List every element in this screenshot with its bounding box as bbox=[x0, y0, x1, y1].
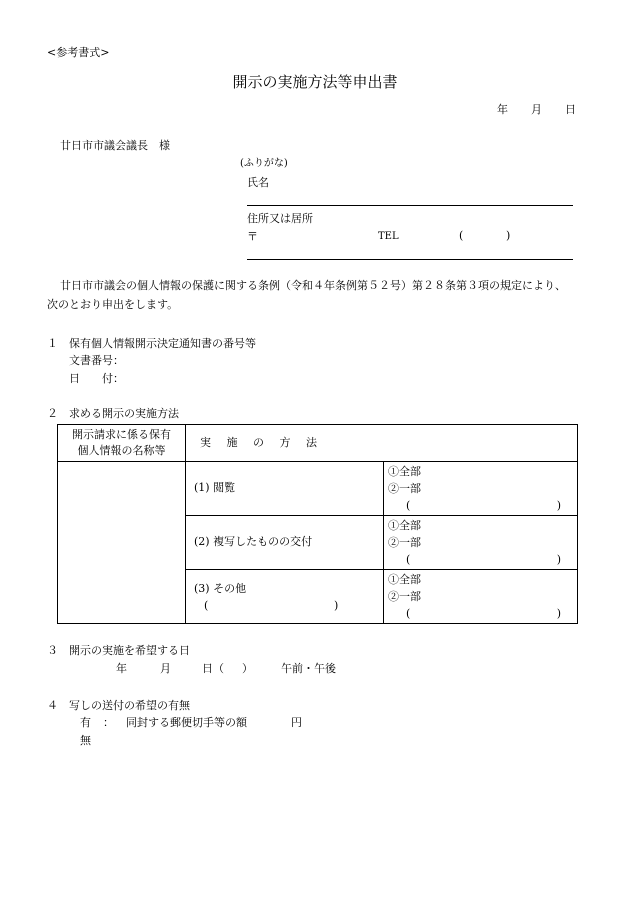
address-label: 住所又は居所 bbox=[247, 212, 313, 225]
preferred-year-label: 年 bbox=[116, 662, 127, 675]
part-detail-field[interactable] bbox=[388, 551, 577, 568]
paren-close: ) bbox=[556, 553, 561, 566]
table-header-row bbox=[58, 425, 578, 462]
tel-paren-open: ( bbox=[459, 229, 464, 242]
date-year-label: 年 bbox=[497, 103, 508, 116]
method-copy-delivery: (2) 複写したものの交付 bbox=[186, 516, 384, 570]
document-title: 開示の実施方法等申出書 bbox=[232, 73, 398, 91]
paren-close: ) bbox=[334, 598, 339, 612]
section3-heading: ３ 開示の実施を希望する日 bbox=[47, 644, 190, 657]
am-pm-choice[interactable]: 午前・午後 bbox=[281, 662, 336, 675]
doc-number-label: 文書番号： bbox=[69, 354, 124, 367]
scope-options-other bbox=[384, 570, 578, 624]
info-name-cell[interactable] bbox=[58, 462, 186, 624]
section1-heading: １ 保有個人情報開示決定通知書の番号等 bbox=[47, 337, 256, 350]
method-view: (1) 閲覧 bbox=[186, 462, 384, 516]
preferred-day-paren-open: 日（ bbox=[202, 662, 224, 675]
name-underline bbox=[247, 205, 573, 206]
name-label: 氏名 bbox=[247, 176, 269, 189]
option-all[interactable]: ①全部 bbox=[388, 519, 421, 532]
implementation-method-table bbox=[57, 424, 578, 624]
mailing-colon: ： bbox=[103, 716, 114, 729]
postal-mark: 〒 bbox=[247, 230, 258, 243]
postage-amount-label: 同封する郵便切手等の額 bbox=[126, 716, 247, 729]
address-underline bbox=[247, 259, 573, 260]
section2-heading: ２ 求める開示の実施方法 bbox=[47, 407, 179, 420]
paren-open: ( bbox=[406, 553, 411, 566]
yen-label: 円 bbox=[291, 716, 302, 729]
part-detail-field[interactable] bbox=[388, 497, 577, 514]
paren-close: ) bbox=[556, 499, 561, 512]
paren-open: ( bbox=[204, 598, 209, 612]
paren-open: ( bbox=[406, 607, 411, 620]
method-other bbox=[186, 570, 384, 624]
notice-date-label: 日 付： bbox=[69, 372, 124, 385]
reference-label: <参考書式> bbox=[47, 46, 110, 59]
preferred-month-label: 月 bbox=[160, 662, 171, 675]
furigana-label: (ふりがな) bbox=[240, 158, 288, 169]
section4-heading: ４ 写しの送付の希望の有無 bbox=[47, 699, 190, 712]
method-header: 実 施 の 方 法 bbox=[186, 425, 578, 462]
other-detail-field[interactable] bbox=[194, 597, 383, 614]
paren-open: ( bbox=[406, 499, 411, 512]
mailing-no-option[interactable]: 無 bbox=[80, 734, 91, 747]
option-all[interactable]: ①全部 bbox=[388, 573, 421, 586]
tel-paren-close: ) bbox=[506, 229, 511, 242]
addressee: 廿日市市議会議長 様 bbox=[60, 139, 170, 152]
scope-options-view bbox=[384, 462, 578, 516]
tel-label: TEL bbox=[378, 231, 399, 242]
info-name-header-line1: 開示請求に係る保有 bbox=[72, 428, 171, 441]
paren-close: ) bbox=[556, 607, 561, 620]
info-name-header-line2: 個人情報の名称等 bbox=[77, 444, 166, 457]
option-part[interactable]: ②一部 bbox=[388, 482, 421, 495]
option-part[interactable]: ②一部 bbox=[388, 590, 421, 603]
date-day-label: 日 bbox=[565, 103, 576, 116]
scope-options-copy bbox=[384, 516, 578, 570]
option-all[interactable]: ①全部 bbox=[388, 465, 421, 478]
preferred-day-paren-close: ） bbox=[242, 662, 253, 675]
date-month-label: 月 bbox=[531, 103, 542, 116]
method-other-label: (3) その他 bbox=[194, 581, 247, 595]
mailing-yes-option[interactable]: 有 bbox=[80, 716, 91, 729]
table-row bbox=[58, 462, 578, 516]
part-detail-field[interactable] bbox=[388, 605, 577, 622]
body-text-line-1: 廿日市市議会の個人情報の保護に関する条例（令和４年条例第５２号）第２８条第３項の規定により、 bbox=[60, 279, 566, 292]
body-text-line-2: 次のとおり申出をします。 bbox=[47, 298, 179, 311]
info-name-header bbox=[58, 425, 186, 462]
option-part[interactable]: ②一部 bbox=[388, 536, 421, 549]
